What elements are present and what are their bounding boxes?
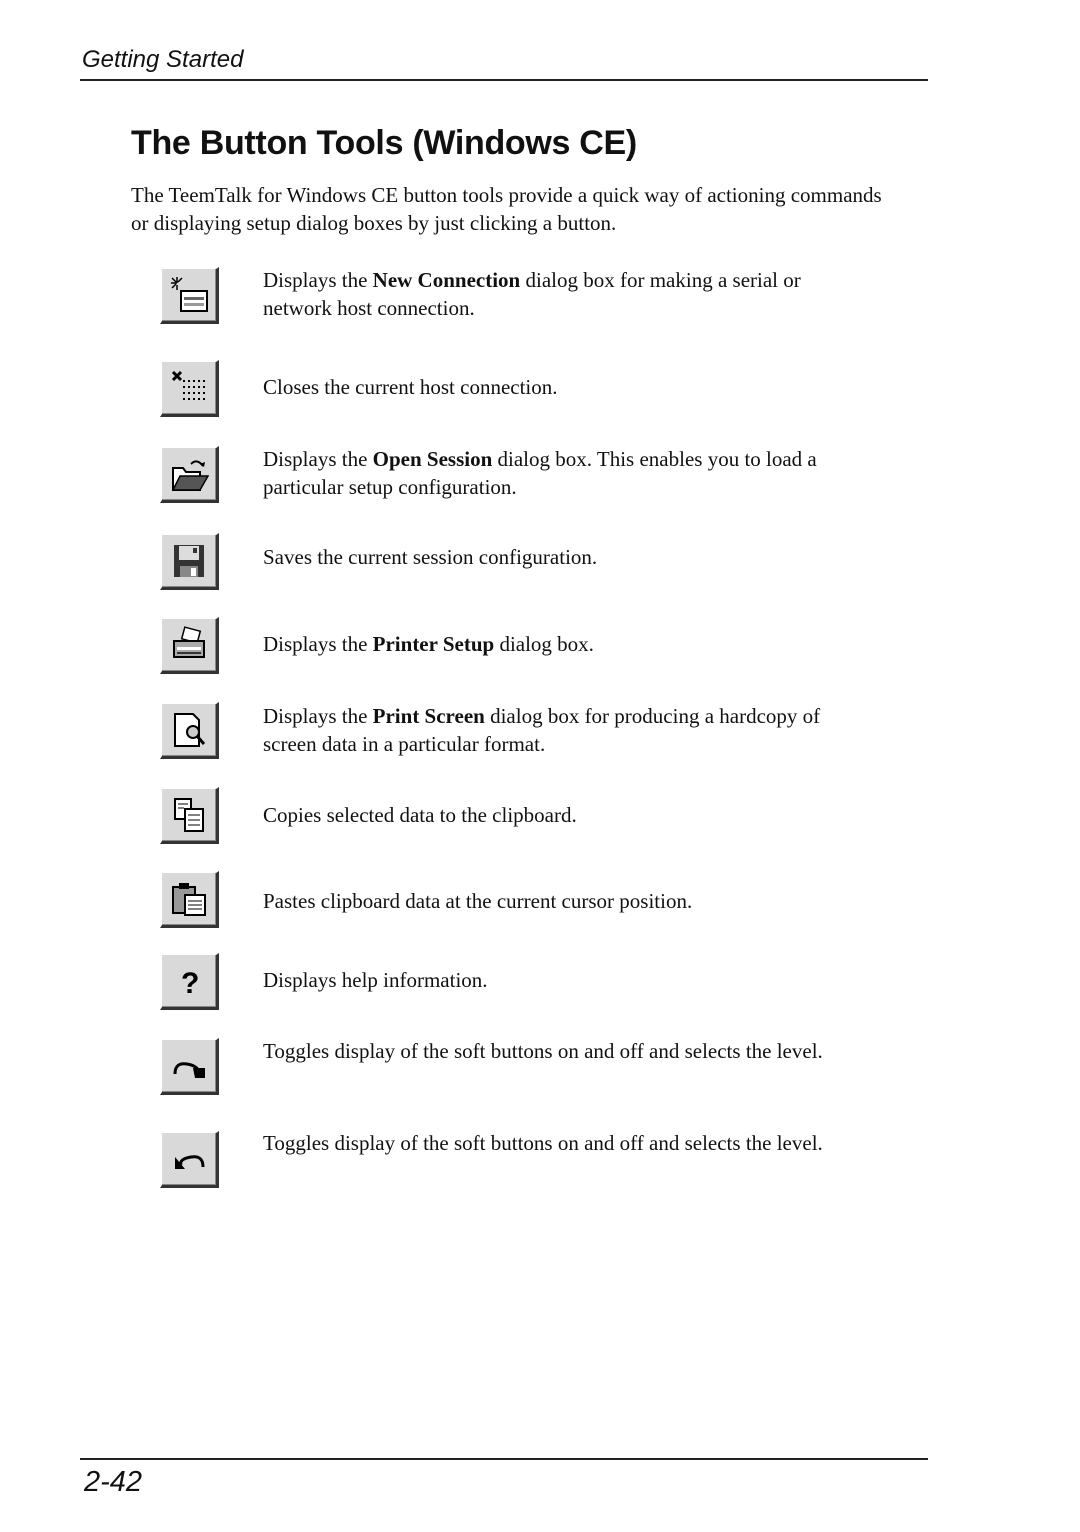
tool-description: [263, 702, 863, 758]
description-text: Pastes clipboard data at the current cursor position.: [263, 889, 693, 913]
printer-setup-icon: [169, 625, 209, 665]
tool-description: [263, 887, 863, 915]
soft-buttons-back-button[interactable]: [160, 1131, 219, 1188]
tool-row-help: [160, 953, 880, 1013]
print-screen-icon: [169, 710, 209, 750]
save-button[interactable]: [160, 533, 219, 590]
tool-description: [263, 630, 863, 658]
dialog-name: New Connection: [372, 268, 521, 292]
paste-button[interactable]: [160, 871, 219, 928]
tool-description: [263, 966, 863, 994]
description-text: Displays the: [263, 704, 373, 728]
tool-row-print-screen: [160, 702, 880, 762]
tool-row-soft-buttons-forward: [160, 1038, 880, 1098]
description-text: dialog box.: [494, 632, 594, 656]
close-connection-icon: [169, 368, 209, 408]
print-screen-button[interactable]: [160, 702, 219, 759]
description-text: Copies selected data to the clipboard.: [263, 803, 577, 827]
description-text: dialog box. This enables you to load a particular setup configuration.: [263, 447, 817, 499]
footer-rule: [80, 1458, 928, 1460]
tool-row-new-connection: [160, 267, 880, 327]
soft-buttons-forward-button[interactable]: [160, 1038, 219, 1095]
intro-paragraph: The TeemTalk for Windows CE button tools provide a quick way of actioning commands or displaying setup dialog boxes by just clicking a button.: [131, 183, 882, 235]
soft-buttons-back-icon: [169, 1139, 209, 1179]
tool-description: [263, 373, 863, 401]
tool-row-open-session: [160, 446, 880, 506]
svg-text:?: ?: [181, 967, 200, 1000]
help-icon: [169, 961, 209, 1001]
description-text: Displays the: [263, 268, 373, 292]
open-session-button[interactable]: [160, 446, 219, 503]
new-connection-icon: [169, 275, 209, 315]
dialog-name: Open Session: [372, 447, 493, 471]
description-text: Displays the: [263, 632, 373, 656]
description-text: Displays help information.: [263, 968, 488, 992]
tool-row-soft-buttons-back: [160, 1131, 880, 1191]
tool-description: [263, 445, 863, 501]
tool-row-printer-setup: [160, 617, 880, 677]
description-text: Closes the current host connection.: [263, 375, 558, 399]
description-text: dialog box for making a serial or network host connection.: [263, 268, 801, 320]
paste-icon: [169, 879, 209, 919]
help-button[interactable]: [160, 953, 219, 1010]
dialog-name: Print Screen: [372, 704, 485, 728]
page-title: The Button Tools (Windows CE): [131, 124, 637, 162]
header-rule: [80, 79, 928, 81]
copy-button[interactable]: [160, 787, 219, 844]
tool-description: [263, 1037, 863, 1065]
description-text: Displays the: [263, 447, 373, 471]
page-number: 2-42: [84, 1466, 143, 1498]
tool-description: [263, 1129, 863, 1157]
copy-icon: [169, 795, 209, 835]
tool-row-copy: [160, 787, 880, 847]
description-text: Saves the current session configuration.: [263, 545, 598, 569]
description-text: Toggles display of the soft buttons on and off and selects the level.: [263, 1131, 823, 1155]
section-header: Getting Started: [82, 46, 244, 73]
new-connection-button[interactable]: [160, 267, 219, 324]
tool-row-save: [160, 533, 880, 593]
printer-setup-button[interactable]: [160, 617, 219, 674]
tool-description: [263, 266, 863, 322]
open-session-icon: [169, 454, 209, 494]
tool-description: [263, 801, 863, 829]
close-connection-button[interactable]: [160, 360, 219, 417]
soft-buttons-forward-icon: [169, 1046, 209, 1086]
tool-description: [263, 543, 863, 571]
description-text: dialog box for producing a hardcopy of screen data in a particular format.: [263, 704, 821, 756]
save-icon: [169, 541, 209, 581]
tool-row-close-connection: [160, 360, 880, 420]
dialog-name: Printer Setup: [372, 632, 495, 656]
tool-row-paste: [160, 871, 880, 931]
description-text: Toggles display of the soft buttons on and off and selects the level.: [263, 1039, 823, 1063]
